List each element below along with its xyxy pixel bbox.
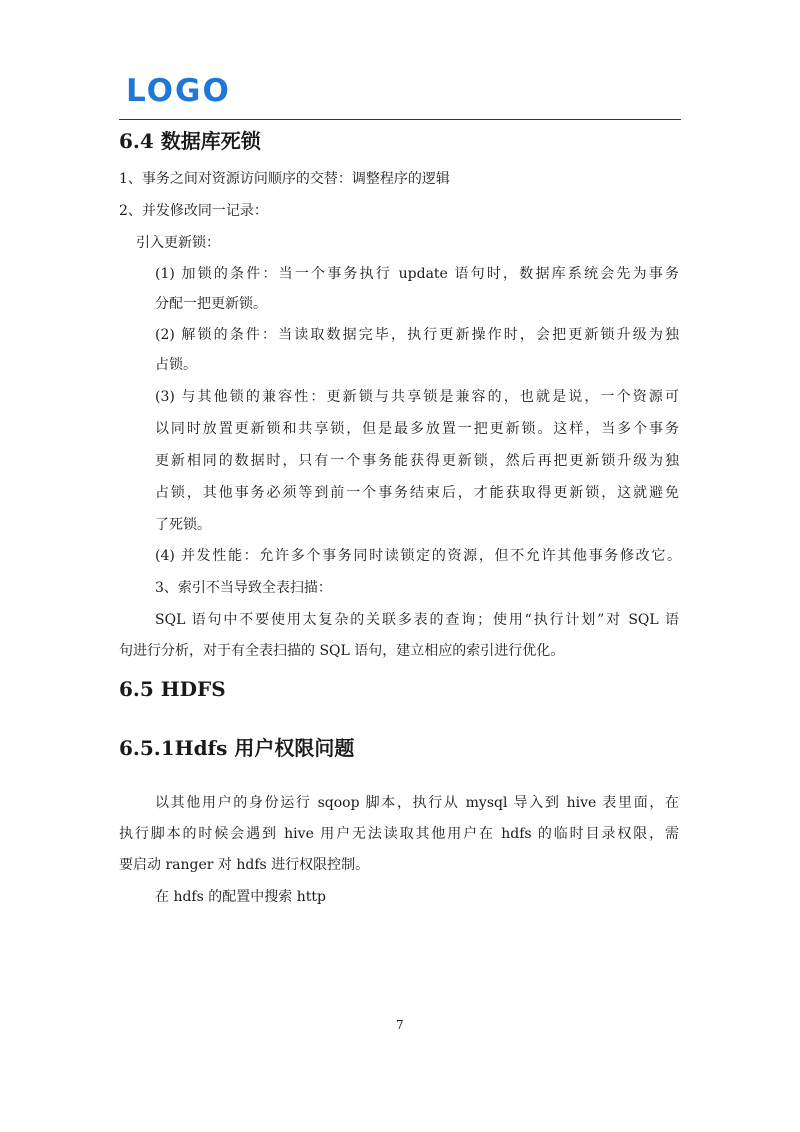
paragraph-line: (1) 加锁的条件：当一个事务执行 update 语句时，数据库系统会先为事务 <box>155 266 679 282</box>
paragraph-line: 句进行分析，对于有全表扫描的 SQL 语句，建立相应的索引进行优化。 <box>119 643 565 659</box>
section-title-6-5-1: 6.5.1Hdfs 用户权限问题 <box>119 736 355 760</box>
paragraph-line: (4) 并发性能：允许多个事务同时读锁定的资源，但不允许其他事务修改它。 <box>155 548 681 564</box>
paragraph-line: (3) 与其他锁的兼容性：更新锁与共享锁是兼容的，也就是说，一个资源可 <box>155 389 679 405</box>
update-lock-intro: 引入更新锁： <box>136 235 220 251</box>
paragraph-line: 执行脚本的时候会遇到 hive 用户无法读取其他用户在 hdfs 的临时目录权限，需 <box>119 826 679 842</box>
list-item-1: 1、事务之间对资源访问顺序的交替：调整程序的逻辑 <box>119 171 450 187</box>
paragraph-line: (2) 解锁的条件：当读取数据完毕，执行更新操作时，会把更新锁升级为独 <box>155 327 679 343</box>
paragraph-line: 了死锁。 <box>155 517 211 533</box>
section-title-6-4: 6.4 数据库死锁 <box>119 129 261 153</box>
paragraph-line: 以同时放置更新锁和共享锁，但是最多放置一把更新锁。这样，当多个事务 <box>155 421 679 437</box>
paragraph-line: SQL 语句中不要使用太复杂的关联多表的查询；使用“执行计划”对 SQL 语 <box>155 612 679 628</box>
paragraph-line: 占锁。 <box>155 357 197 373</box>
page-number: 7 <box>396 1018 404 1032</box>
logo: LOGO <box>126 73 231 109</box>
list-item-2: 2、并发修改同一记录： <box>119 203 268 219</box>
paragraph-line: 以其他用户的身份运行 sqoop 脚本，执行从 mysql 导入到 hive 表里面，在 <box>155 795 679 811</box>
header-divider <box>119 119 681 120</box>
paragraph-line: 在 hdfs 的配置中搜索 http <box>155 889 326 905</box>
paragraph-line: 占锁，其他事务必须等到前一个事务结束后，才能获取得更新锁，这就避免 <box>155 485 679 501</box>
paragraph-line: 分配一把更新锁。 <box>155 296 267 312</box>
paragraph-line: 要启动 ranger 对 hdfs 进行权限控制。 <box>119 857 370 873</box>
section-title-6-5: 6.5 HDFS <box>119 677 226 701</box>
list-item-3: 3、索引不当导致全表扫描： <box>155 580 332 596</box>
paragraph-line: 更新相同的数据时，只有一个事务能获得更新锁，然后再把更新锁升级为独 <box>155 453 679 469</box>
